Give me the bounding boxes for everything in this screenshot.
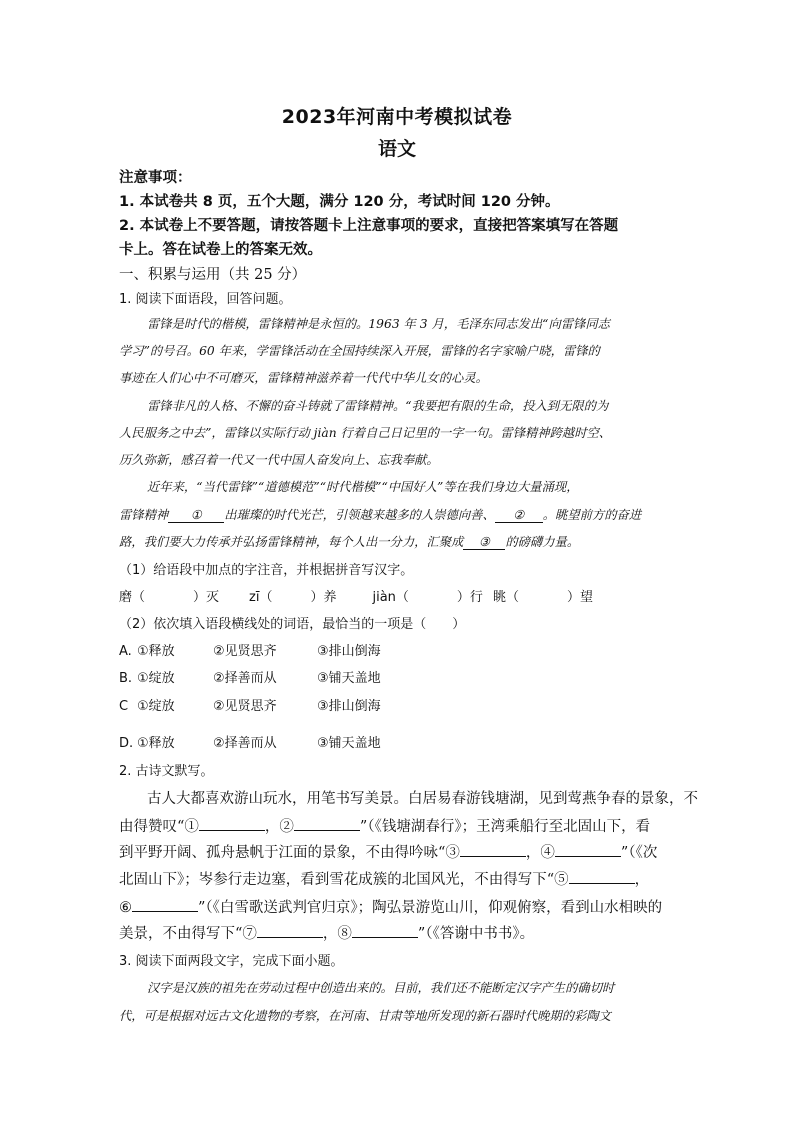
option-b <box>119 667 381 686</box>
option-word: ①绽放 <box>137 671 175 686</box>
q2-line <box>119 841 657 862</box>
notice-title: 注意事项： <box>119 170 192 186</box>
blank-2: ② <box>495 508 543 523</box>
passage-text: 雷锋精神 <box>119 508 169 522</box>
passage-text: 出璀璨的时代光芒，引领越来越多的人崇德向善、 <box>224 508 495 522</box>
option-label: B. <box>119 671 133 686</box>
q1-passage-line: 雷锋非凡的人格、不懈的奋斗铸就了雷锋精神。“我要把有限的生命，投入到无限的为 <box>147 399 609 413</box>
pinyin-item: ）养 <box>310 590 337 605</box>
q1-passage-line: 历久弥新，感召着一代又一代中国人奋发向上、忘我奉献。 <box>119 453 439 467</box>
blank-poem-1 <box>199 816 265 831</box>
blank-poem-5 <box>569 869 635 884</box>
q1-passage-line: 学习”的号召。60 年来，学雷锋活动在全国持续深入开展，雷锋的名字家喻户晓，雷锋的 <box>119 344 600 358</box>
option-a <box>119 640 381 659</box>
blank-poem-6 <box>132 897 198 912</box>
blank-poem-7 <box>257 923 323 938</box>
passage-text: 。眺望前方的奋进 <box>542 508 642 522</box>
option-word: ①释放 <box>137 736 175 751</box>
option-word: ③铺天盖地 <box>317 671 381 686</box>
q2-text: ”（《钱塘湖春行》；王湾乘船行至北固山下，看 <box>359 819 651 835</box>
q2-line <box>119 922 534 943</box>
option-word: ③排山倒海 <box>317 699 381 714</box>
passage-text: 的磅礴力量。 <box>505 535 580 549</box>
pinyin-item: zī（ <box>249 590 273 605</box>
notice-line-3: 卡上。答在试卷上的答案无效。 <box>119 242 322 258</box>
q2-text: ”（《次 <box>620 845 658 861</box>
q2-text: ，④ <box>525 845 555 861</box>
option-c <box>119 695 381 714</box>
q3-passage-line: 汉字是汉族的祖先在劳动过程中创造出来的。目前，我们还不能断定汉字产生的确切时 <box>147 981 615 995</box>
q2-stem: 2. 古诗文默写。 <box>119 764 214 779</box>
q1-sub2: （2）依次填入语段横线处的词语，最恰当的一项是（ ） <box>119 617 466 632</box>
q1-passage-line-blanks <box>119 532 579 550</box>
exam-title: 2023年河南中考模拟试卷 <box>281 106 513 128</box>
q1-passage-line: 人民服务之中去”，雷锋以实际行动 jiàn 行着自己日记里的一字一句。雷锋精神跨越时空、 <box>119 426 612 440</box>
q2-line <box>119 815 650 836</box>
option-word: ③铺天盖地 <box>317 736 381 751</box>
option-word: ①绽放 <box>137 699 175 714</box>
pinyin-item: jiàn（ <box>372 590 409 605</box>
notice-line-1: 1. 本试卷共 8 页，五个大题，满分 120 分，考试时间 120 分钟。 <box>119 194 560 210</box>
pinyin-item: 磨（ <box>119 590 146 605</box>
blank-3: ③ <box>463 535 505 550</box>
option-label: A. <box>119 644 132 659</box>
q2-line: 古人大都喜欢游山玩水，用笔书写美景。白居易春游钱塘湖，见到莺燕争春的景象，不 <box>147 791 698 807</box>
passage-text: 路，我们要大力传承并弘扬雷锋精神，每个人出一分力，汇聚成 <box>119 535 464 549</box>
pinyin-item: ）行 <box>456 590 483 605</box>
notice-line-2: 2. 本试卷上不要答题，请按答题卡上注意事项的要求，直接把答案填写在答题 <box>119 218 619 234</box>
option-word: ①释放 <box>137 644 175 659</box>
q1-passage-line-blanks <box>119 505 641 523</box>
blank-poem-2 <box>294 816 360 831</box>
section-heading: 一、积累与运用（共 25 分） <box>119 267 307 283</box>
q2-text: ，⑧ <box>322 926 352 942</box>
q1-stem: 1. 阅读下面语段，回答问题。 <box>119 292 292 307</box>
q1-passage-line: 事迹在人们心中不可磨灭，雷锋精神滋养着一代代中华儿女的心灵。 <box>119 371 488 385</box>
q3-passage-line: 代，可是根据对远古文化遗物的考察，在河南、甘肃等地所发现的新石器时代晚期的彩陶文 <box>119 1009 611 1023</box>
q2-text: 北固山下》；岑参行走边塞，看到雪花成簇的北国风光，不由得写下“⑤ <box>119 872 569 888</box>
q2-text: 到平野开阔、孤舟悬帆于江面的景象，不由得吟咏“③ <box>119 845 460 861</box>
q2-text: ， <box>634 872 650 888</box>
option-word: ③排山倒海 <box>317 644 381 659</box>
option-word: ②择善而从 <box>213 671 277 686</box>
q1-sub1-items <box>119 586 593 605</box>
q2-line <box>119 868 649 889</box>
q2-text: ⑥ <box>119 900 132 916</box>
pinyin-item: ）望 <box>566 590 593 605</box>
blank-poem-8 <box>352 923 418 938</box>
option-label: C <box>119 699 129 714</box>
q2-line <box>119 896 662 917</box>
q3-stem: 3. 阅读下面两段文字，完成下面小题。 <box>119 954 344 969</box>
pinyin-item: 眺（ <box>492 590 519 605</box>
blank-1: ① <box>168 508 224 523</box>
q2-text: 美景，不由得写下“⑦ <box>119 926 257 942</box>
pinyin-item: ）灭 <box>193 590 220 605</box>
subject-title: 语文 <box>377 138 416 160</box>
option-word: ②择善而从 <box>213 736 277 751</box>
q2-text: 由得赞叹“① <box>119 819 199 835</box>
option-word: ②见贤思齐 <box>213 699 277 714</box>
q1-passage-line: 雷锋是时代的楷模，雷锋精神是永恒的。1963 年 3 月，毛泽东同志发出“向雷锋同志 <box>147 317 610 331</box>
blank-poem-4 <box>555 842 621 857</box>
q2-text: ，② <box>264 819 294 835</box>
q2-text: ”（《白雪歌送武判官归京》；陶弘景游览山川，仰观俯察，看到山水相映的 <box>198 900 663 916</box>
blank-poem-3 <box>460 842 526 857</box>
option-word: ②见贤思齐 <box>213 644 277 659</box>
q1-passage-line: 近年来，“当代雷锋”“道德模范”“时代楷模”“中国好人”等在我们身边大量涌现， <box>147 480 579 494</box>
q2-text: ”（《答谢中书书》。 <box>417 926 535 942</box>
option-d <box>119 732 381 751</box>
option-label: D. <box>119 736 134 751</box>
q1-sub1: （1）给语段中加点的字注音，并根据拼音写汉字。 <box>119 563 414 578</box>
